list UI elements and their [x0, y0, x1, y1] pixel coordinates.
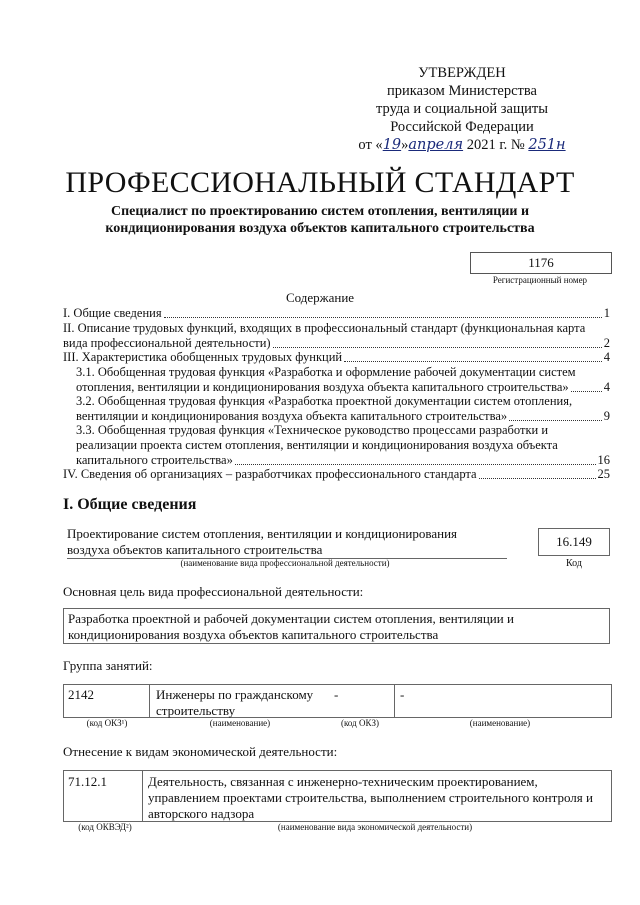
toc-item[interactable]: IV. Сведения об организациях – разработчиках профессионального стандарта 25 — [63, 467, 610, 481]
okz-code-label: (код ОКЗ¹) — [86, 718, 128, 728]
goal-box: Разработка проектной и рабочей документации систем отопления, вентиляции и кондиционирования воздуха объектов капитального строительства — [63, 608, 610, 644]
goal-label: Основная цель вида профессиональной деятельности: — [63, 584, 364, 599]
toc-item[interactable]: 3.3. Обобщенная трудовая функция «Техническое руководство процессами разработки и реализации проекта систем отопления, вентиляции и кондиционирования воздуха объекта капитального строительства» 16 — [76, 423, 610, 467]
okved-table — [63, 770, 612, 822]
approval-line: труда и социальной защиты — [376, 101, 548, 117]
econ-label: Отнесение к видам экономической деятельности: — [63, 744, 338, 759]
activity-name: Проектирование систем отопления, вентиляции и кондиционирования воздуха объектов капитального строительства — [67, 526, 507, 559]
activity-name-label: (наименование вида профессиональной деятельности) — [180, 558, 390, 568]
code-label: Код — [566, 558, 582, 569]
approval-line: Российской Федерации — [390, 119, 534, 135]
handwritten-number: 251н — [528, 137, 566, 153]
registration-number: 1176 — [470, 252, 612, 274]
activity-code: 16.149 — [538, 528, 610, 556]
toc-item[interactable]: II. Описание трудовых функций, входящих в профессиональный стандарт (функциональная карта вида профессиональной деятельности) 2 — [63, 321, 610, 350]
okved-name: Деятельность, связанная с инженерно-техническим проектированием, управлением проектами строительства, выполнением строительного контроля и авторского надзора — [148, 774, 593, 821]
document-subtitle: Специалист по проектированию систем отопления, вентиляции и кондиционирования воздуха объектов капитального строительства — [105, 204, 535, 236]
toc-item[interactable]: III. Характеристика обобщенных трудовых функций 4 — [63, 350, 610, 364]
handwritten-month: апреля — [408, 137, 464, 153]
okz-code-2: - — [334, 687, 339, 702]
document-title: ПРОФЕССИОНАЛЬНЫЙ СТАНДАРТ — [65, 166, 575, 199]
toc-item[interactable]: 3.2. Обобщенная трудовая функция «Разработка проектной документации систем отопления, вентиляции и кондиционирования воздуха объекта капитального строительства» 9 — [76, 394, 610, 423]
okved-name-label: (наименование вида экономической деятельности) — [277, 822, 473, 832]
approval-block — [352, 64, 572, 154]
occupation-table — [63, 684, 612, 718]
okz-name2-label: (наименование) — [469, 718, 531, 728]
toc-item[interactable]: 3.1. Обобщенная трудовая функция «Разработка и оформление рабочей документации систем отопления, вентиляции и кондиционирования воздуха объекта капитального строительства» 4 — [76, 365, 610, 394]
okved-code-label: (код ОКВЭД²) — [78, 822, 132, 832]
okz-code: 2142 — [68, 687, 94, 702]
okz-name-2: - — [400, 687, 405, 702]
approval-line: приказом Министерства — [387, 83, 537, 99]
section-title: I. Общие сведения — [63, 496, 197, 513]
occupation-group-label: Группа занятий: — [63, 658, 153, 673]
okz-name-label: (наименование) — [209, 718, 271, 728]
registration-label: Регистрационный номер — [492, 275, 588, 285]
okved-code: 71.12.1 — [68, 774, 107, 789]
approval-title: УТВЕРЖДЕН — [418, 65, 506, 81]
okz-code2-label: (код ОКЗ) — [341, 718, 379, 728]
toc-heading: Содержание — [285, 290, 355, 305]
okz-name: Инженеры по гражданскому строительству — [156, 687, 314, 718]
handwritten-day: 19 — [382, 137, 402, 153]
approval-date: от «19»апреля 2021 г. № 251н — [358, 137, 566, 153]
toc-item[interactable]: I. Общие сведения 1 — [63, 306, 610, 320]
